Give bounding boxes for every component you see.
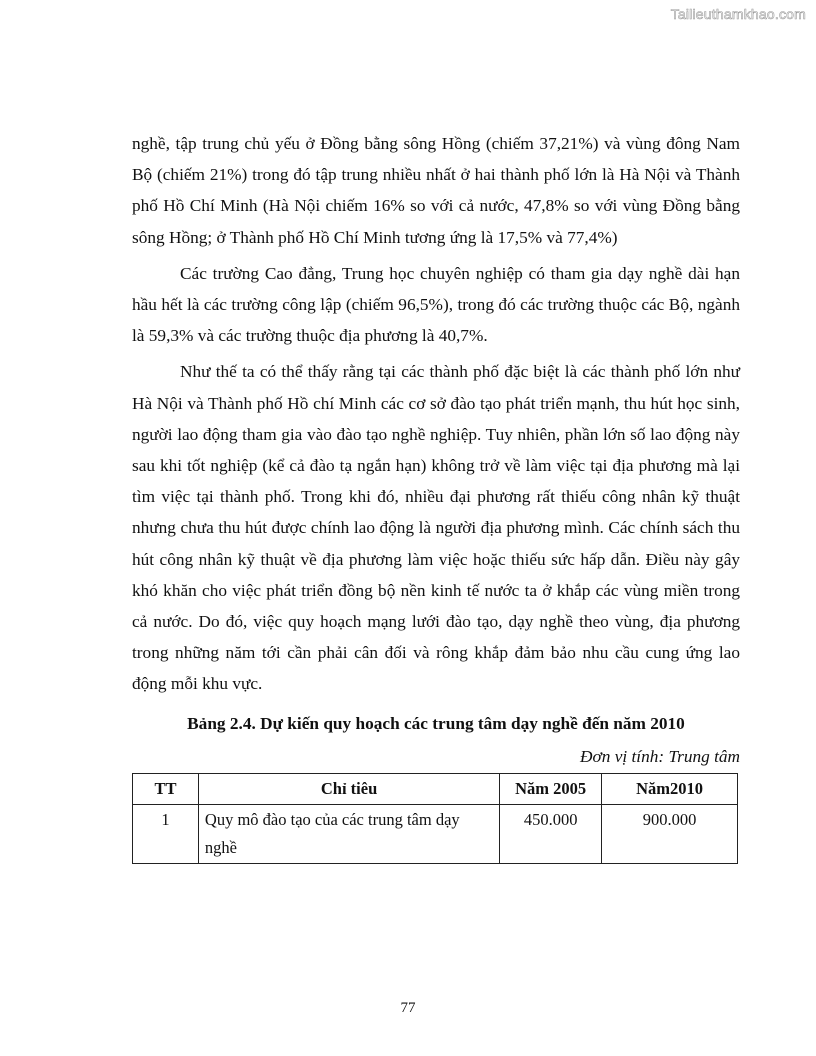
table-caption: Bảng 2.4. Dự kiến quy hoạch các trung tâm dạy nghề đến năm 2010 bbox=[187, 713, 685, 733]
paragraph-2: Các trường Cao đẳng, Trung học chuyên nghiệp có tham gia dạy nghề dài hạn hầu hết là các trường công lập (chiếm 96,5%), trong đó các trường thuộc các Bộ, ngành là 59,3% và các trường thuộc địa phương là 40,7%. bbox=[132, 263, 740, 346]
cell-nam-2010: 900.000 bbox=[602, 805, 738, 864]
watermark-text: Tailieuthamkhao.com bbox=[670, 6, 806, 22]
header-tt: TT bbox=[133, 774, 199, 805]
cell-tt: 1 bbox=[133, 805, 199, 864]
table-unit: Đơn vị tính: Trung tâm bbox=[580, 746, 740, 766]
page-number: 77 bbox=[400, 1000, 416, 1016]
planning-table bbox=[132, 773, 738, 864]
header-nam-2005: Năm 2005 bbox=[500, 774, 602, 805]
table-header-row bbox=[133, 774, 738, 805]
document-body bbox=[132, 128, 740, 864]
header-nam-2010: Năm2010 bbox=[602, 774, 738, 805]
paragraph-1: nghề, tập trung chủ yếu ở Đồng bằng sông Hồng (chiếm 37,21%) và vùng đông Nam Bộ (chiếm 21%) trong đó tập trung nhiều nhất ở hai thành phố lớn là Hà Nội và Thành phố Hồ Chí Minh (Hà Nội chiếm 16% so với cả nước, 47,8% so với vùng Đồng bằng sông Hồng; ở Thành phố Hồ Chí Minh tương ứng là 17,5% và 77,4%) bbox=[132, 134, 740, 247]
cell-chi-tieu: Quy mô đào tạo của các trung tâm dạy nghề bbox=[198, 805, 499, 864]
header-chi-tieu: Chỉ tiêu bbox=[198, 774, 499, 805]
table-row bbox=[133, 805, 738, 864]
cell-nam-2005: 450.000 bbox=[500, 805, 602, 864]
paragraph-3: Như thế ta có thể thấy rằng tại các thành phố đặc biệt là các thành phố lớn như Hà Nội và Thành phố Hồ chí Minh các cơ sở đào tạo phát triển mạnh, thu hút học sinh, người lao động tham gia vào đào tạo nghề nghiệp. Tuy nhiên, phần lớn số lao động này sau khi tốt nghiệp (kể cả đào tạ ngắn hạn) không trở về làm việc tại địa phương mà lại tìm việc tại thành phố. Trong khi đó, nhiều đại phương rất thiếu công nhân kỹ thuật nhưng chưa thu hút được chính lao động là người địa phương mình. Các chính sách thu hút công nhân kỹ thuật về địa phương làm việc hoặc thiếu sức hấp dẫn. Điều này gây khó khăn cho việc phát triển đồng bộ nền kinh tế nước ta ở khắp các vùng miền trong cả nước. Do đó, việc quy hoạch mạng lưới đào tạo, dạy nghề theo vùng, địa phương trong những năm tới cần phải cân đối và rông khắp đảm bảo nhu cầu cung ứng lao động mỗi khu vực. bbox=[132, 362, 740, 694]
